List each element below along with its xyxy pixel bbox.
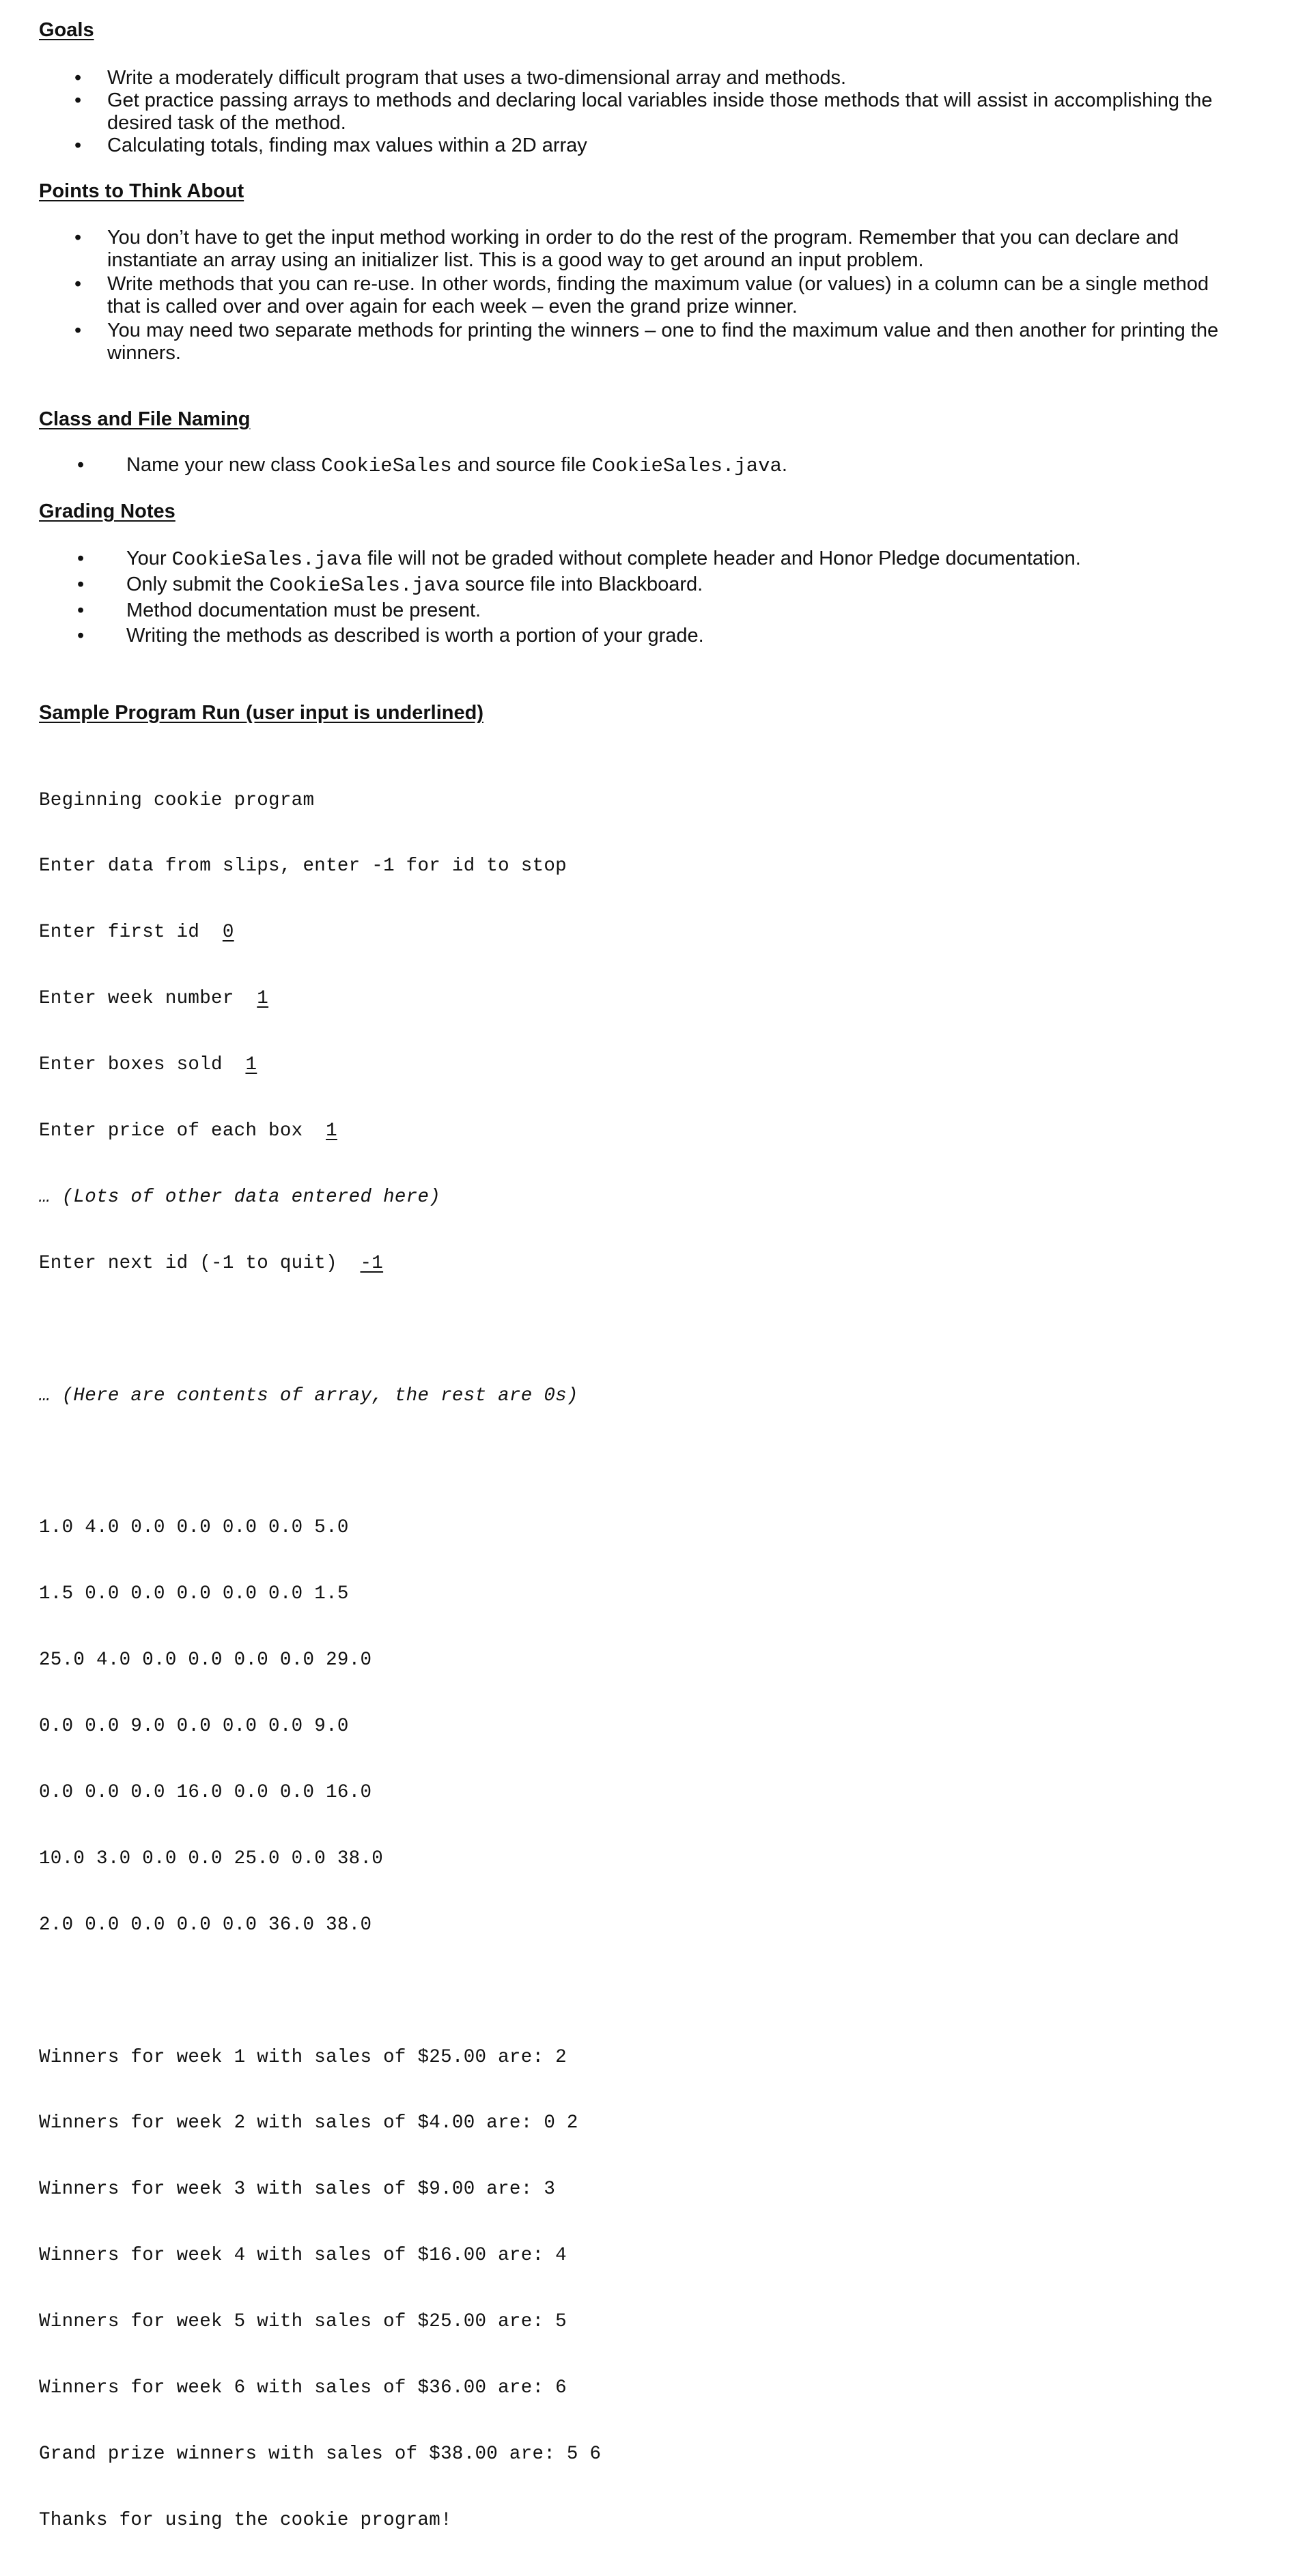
- user-input: 1: [245, 1054, 257, 1076]
- blank-line: [39, 1452, 601, 1473]
- array-row: 1.0 4.0 0.0 0.0 0.0 0.0 5.0: [39, 1517, 349, 1539]
- list-item: • Name your new class CookieSales and source file CookieSales.java.: [39, 452, 1241, 479]
- file-name-code: CookieSales.java: [171, 548, 363, 571]
- console-line: Enter first id 0: [39, 922, 234, 944]
- file-name-code: CookieSales.java: [591, 455, 782, 477]
- console-line: Beginning cookie program: [39, 789, 315, 811]
- console-line: Enter data from slips, enter -1 for id to stop: [39, 855, 567, 877]
- list-item: • Calculating totals, finding max values within a 2D array: [39, 135, 1241, 157]
- console-note: … (Lots of other data entered here): [39, 1186, 441, 1208]
- goals-list: [39, 67, 1241, 157]
- array-row: 10.0 3.0 0.0 0.0 25.0 0.0 38.0: [39, 1848, 384, 1869]
- list-item: • Method documentation must be present.: [39, 598, 1241, 623]
- file-name-code: CookieSales.java: [269, 574, 460, 597]
- list-item: • Get practice passing arrays to methods and declaring local variables inside those methods that will assist in accomplishing the desired task of the method.: [39, 89, 1241, 135]
- goals-heading: Goals: [39, 19, 94, 41]
- array-row: 2.0 0.0 0.0 0.0 0.0 36.0 38.0: [39, 1914, 372, 1936]
- points-heading: Points to Think About: [39, 180, 244, 202]
- winner-line: Winners for week 3 with sales of $9.00 are: 3: [39, 2179, 556, 2200]
- grading-list: [39, 546, 1241, 649]
- blank-line: [39, 1981, 601, 2002]
- user-input: 0: [222, 922, 234, 944]
- list-item: • Write a moderately difficult program that uses a two-dimensional array and methods.: [39, 67, 1241, 89]
- winner-line: Winners for week 5 with sales of $25.00 are: 5: [39, 2311, 567, 2333]
- list-item: • Writing the methods as described is worth a portion of your grade.: [39, 623, 1241, 649]
- winner-line: Winners for week 4 with sales of $16.00 are: 4: [39, 2245, 567, 2267]
- list-item: • You don’t have to get the input method working in order to do the rest of the program. Remember that you can declare and instantiate an array using an initializer list. This is a good way to get around an input problem.: [39, 227, 1241, 272]
- array-row: 25.0 4.0 0.0 0.0 0.0 0.0 29.0: [39, 1650, 372, 1671]
- sample-output: [39, 746, 601, 2576]
- list-item: • Your CookieSales.java file will not be graded without complete header and Honor Pledge documentation.: [39, 546, 1241, 572]
- class-name-code: CookieSales: [321, 455, 452, 477]
- blank-line: [39, 1319, 601, 1341]
- list-item: • You may need two separate methods for printing the winners – one to find the maximum value and then another for printing the winners.: [39, 320, 1241, 365]
- user-input: 1: [257, 988, 269, 1010]
- array-row: 1.5 0.0 0.0 0.0 0.0 0.0 1.5: [39, 1583, 349, 1605]
- naming-heading: Class and File Naming: [39, 408, 251, 430]
- array-row: 0.0 0.0 0.0 16.0 0.0 0.0 16.0: [39, 1781, 372, 1803]
- winner-line: Grand prize winners with sales of $38.00 are: 5 6: [39, 2443, 602, 2465]
- console-line: Enter next id (-1 to quit) -1: [39, 1252, 384, 1274]
- user-input: -1: [360, 1252, 384, 1274]
- sample-heading: Sample Program Run (user input is underlined): [39, 702, 483, 724]
- list-item: • Write methods that you can re-use. In other words, finding the maximum value (or values) in a column can be a single method that is called over and over again for each week – even the grand prize winner.: [39, 273, 1241, 318]
- winner-line: Winners for week 6 with sales of $36.00 are: 6: [39, 2377, 567, 2398]
- winner-line: Winners for week 1 with sales of $25.00 are: 2: [39, 2046, 567, 2068]
- winner-line: Winners for week 2 with sales of $4.00 are: 0 2: [39, 2112, 578, 2134]
- console-line: Enter boxes sold 1: [39, 1054, 257, 1076]
- naming-list: [39, 452, 1241, 479]
- list-item: • Only submit the CookieSales.java source file into Blackboard.: [39, 572, 1241, 598]
- console-note: … (Here are contents of array, the rest are 0s): [39, 1385, 578, 1406]
- array-row: 0.0 0.0 9.0 0.0 0.0 0.0 9.0: [39, 1716, 349, 1738]
- console-line: Enter price of each box 1: [39, 1120, 337, 1142]
- user-input: 1: [326, 1120, 337, 1142]
- points-list: [39, 227, 1241, 365]
- grading-heading: Grading Notes: [39, 500, 176, 522]
- console-line: Enter week number 1: [39, 988, 269, 1010]
- winner-line: Thanks for using the cookie program!: [39, 2509, 452, 2531]
